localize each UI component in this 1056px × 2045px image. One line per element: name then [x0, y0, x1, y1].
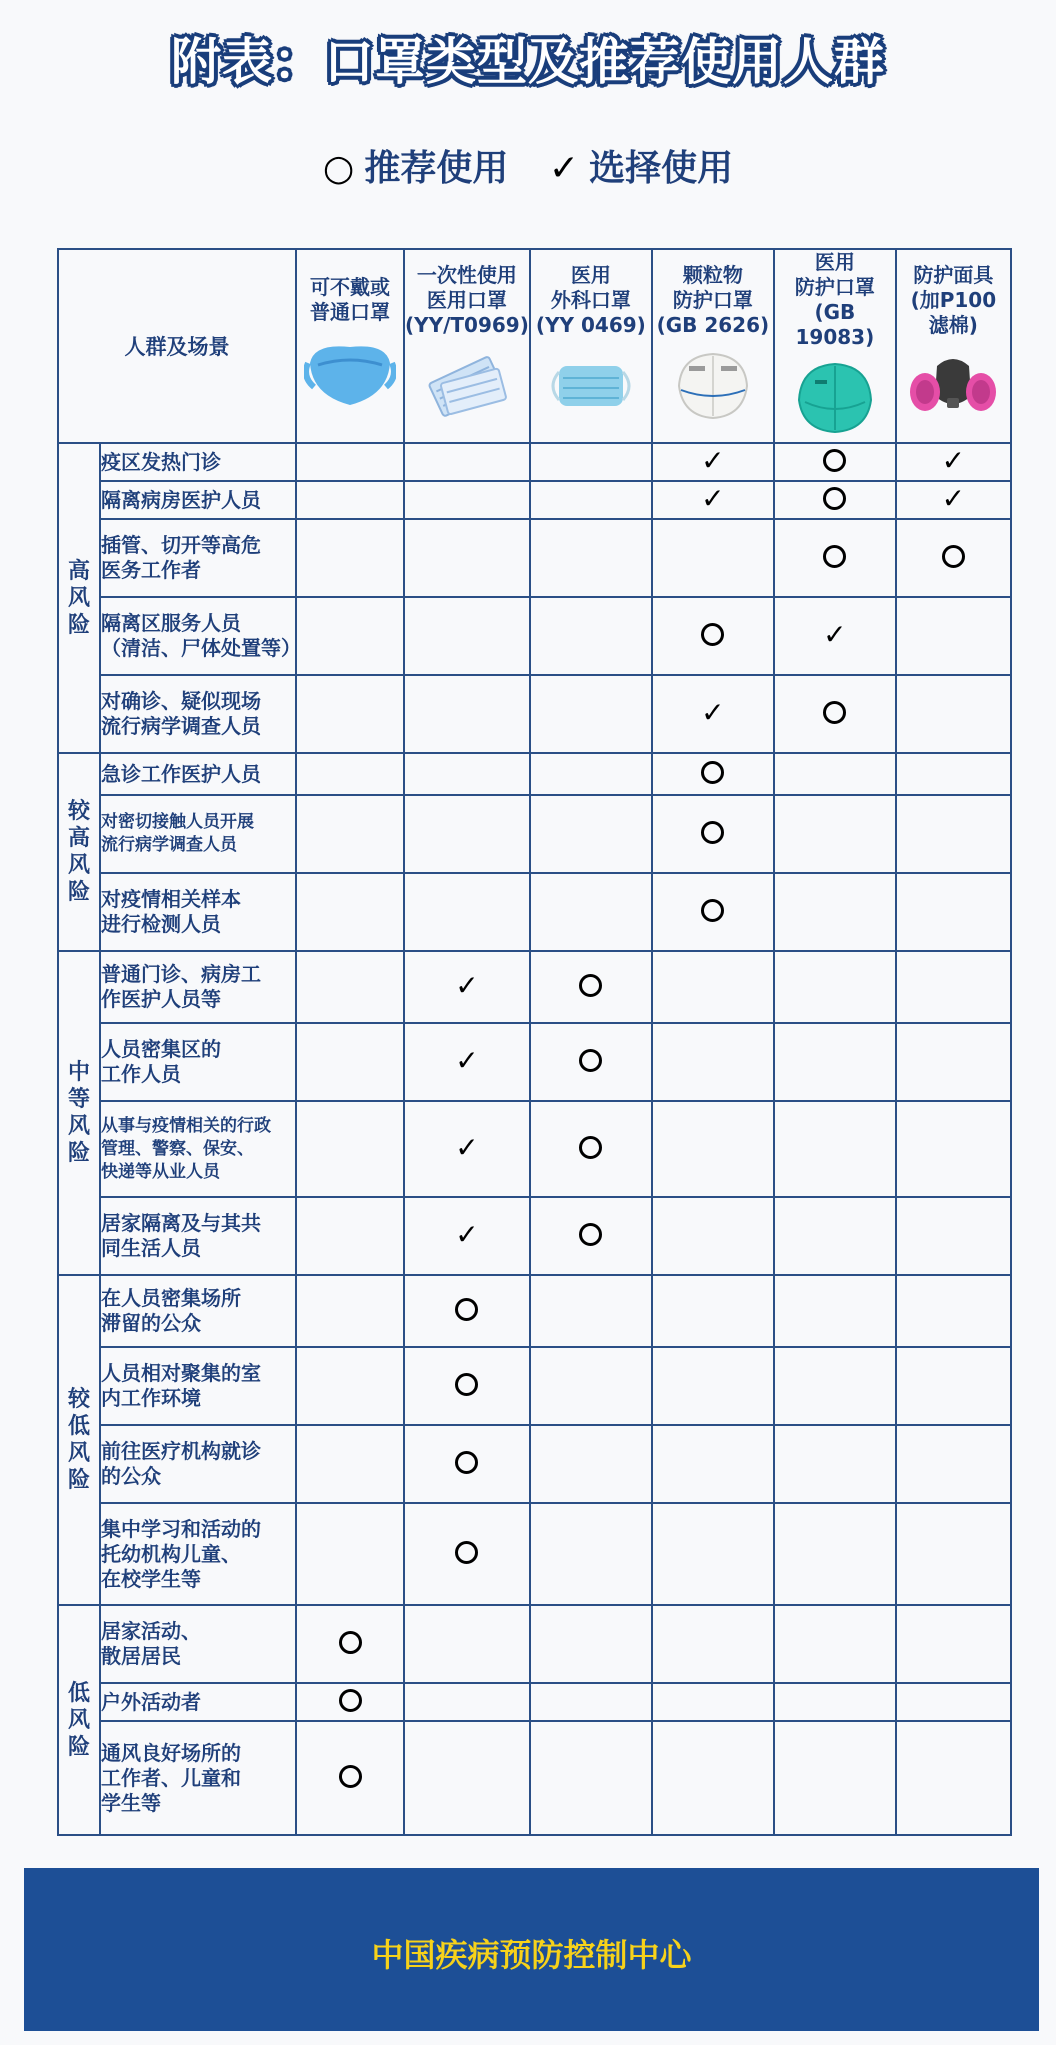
circle-icon: [455, 1541, 478, 1564]
mark-cell: [404, 1275, 530, 1347]
column-header-line: (YY/T0969): [405, 312, 529, 337]
mark-cell: [774, 597, 896, 675]
mark-cell: [296, 443, 404, 481]
mark-cell: [774, 443, 896, 481]
mark-cell: [652, 1275, 774, 1347]
scenario-line: 作医护人员等: [101, 987, 221, 1011]
mark-cell: [404, 1425, 530, 1503]
mark-cell: [774, 1101, 896, 1197]
mark-cell: [652, 873, 774, 951]
mark-cell: [530, 1023, 652, 1101]
table-row: [58, 519, 1011, 597]
scenario-line: 前往医疗机构就诊: [101, 1439, 261, 1463]
circle-icon: [339, 1689, 362, 1712]
check-icon: ✓: [941, 443, 966, 477]
mark-cell: [896, 1721, 1011, 1835]
circle-icon: [701, 761, 724, 784]
circle-icon: [823, 487, 846, 510]
gas-mask-icon: [897, 346, 1010, 430]
column-header-3: [530, 249, 652, 443]
risk-level-char: 风: [67, 1707, 90, 1733]
circle-icon: ○: [322, 148, 355, 189]
scenario-label: [100, 1347, 296, 1425]
table-row: [58, 1275, 1011, 1347]
scenario-label: [100, 873, 296, 951]
mark-cell: [652, 1605, 774, 1683]
footer-org: 中国疾病预防控制中心: [371, 1936, 692, 1974]
mark-cell: [652, 1425, 774, 1503]
column-header-6: [896, 249, 1011, 443]
circle-icon: [455, 1373, 478, 1396]
risk-level-char: 险: [67, 1734, 90, 1760]
mark-cell: [896, 795, 1011, 873]
mark-cell: [296, 873, 404, 951]
scenario-label: [100, 1721, 296, 1835]
table-row: [58, 951, 1011, 1023]
column-header-line: 防护口罩: [672, 287, 753, 312]
scenario-line: 管理、警察、保安、: [101, 1138, 254, 1159]
check-icon: ✓: [701, 443, 725, 477]
column-header-line: (YY 0469): [535, 312, 646, 337]
circle-icon: [579, 1049, 602, 1072]
risk-level-label: [58, 753, 100, 951]
mark-cell: [404, 519, 530, 597]
column-header-5: [774, 249, 896, 443]
mark-cell: [774, 753, 896, 795]
mark-cell: [652, 1197, 774, 1275]
scenario-line: 人员相对聚集的室: [101, 1361, 261, 1385]
table-row: [58, 795, 1011, 873]
scenario-label: [100, 951, 296, 1023]
scenario-line: 对密切接触人员开展: [101, 812, 254, 832]
mark-cell: [530, 873, 652, 951]
scenario-line: 内工作环境: [101, 1386, 201, 1410]
scenario-line: 同生活人员: [101, 1236, 201, 1260]
column-header-1: [296, 249, 404, 443]
scenario-label: [100, 795, 296, 873]
circle-icon: [339, 1631, 362, 1654]
column-header-line: (GB 2626): [656, 312, 770, 337]
mark-cell: [652, 443, 774, 481]
mark-cell: [530, 1503, 652, 1605]
mark-cell: [774, 1425, 896, 1503]
scenario-line: 的公众: [101, 1464, 161, 1488]
column-header-line: 医用口罩: [426, 287, 507, 312]
mark-cell: [404, 675, 530, 753]
mark-cell: [404, 481, 530, 519]
risk-level-char: 低: [67, 1414, 90, 1439]
table-body: [58, 443, 1011, 1835]
mark-cell: [530, 1101, 652, 1197]
mark-cell: [296, 1503, 404, 1605]
table-row: [58, 1197, 1011, 1275]
mark-cell: [296, 1023, 404, 1101]
risk-level-label: [58, 1275, 100, 1605]
mark-cell: [296, 1425, 404, 1503]
mark-cell: [530, 1721, 652, 1835]
table-row: [58, 481, 1011, 519]
scenario-line: 学生等: [101, 1790, 161, 1815]
mark-cell: [296, 1605, 404, 1683]
circle-icon: [701, 899, 724, 922]
mark-cell: [652, 1101, 774, 1197]
mark-cell: [404, 873, 530, 951]
column-header-2: [404, 249, 530, 443]
scenario-label: [100, 1503, 296, 1605]
disposable-mask-pack-icon: [405, 346, 529, 430]
scenario-label: [100, 1197, 296, 1275]
mark-cell: [296, 675, 404, 753]
scenario-line: 对确诊、疑似现场: [101, 689, 261, 713]
check-icon: ✓: [455, 1130, 479, 1164]
mark-cell: [774, 873, 896, 951]
risk-level-char: 风: [67, 1114, 90, 1139]
mark-cell: [896, 597, 1011, 675]
scenario-line: 流行病学调查人员: [101, 835, 237, 855]
risk-level-char: 低: [67, 1680, 90, 1706]
scenario-line: 普通门诊、病房工: [101, 962, 261, 986]
scenario-line: 对疫情相关样本: [101, 887, 241, 911]
table-row: [58, 1503, 1011, 1605]
mark-cell: [404, 1721, 530, 1835]
scenario-label: [100, 519, 296, 597]
mark-cell: [530, 519, 652, 597]
risk-level-char: 中: [67, 1060, 90, 1085]
scenario-line: 在校学生等: [101, 1566, 201, 1591]
mark-cell: [530, 753, 652, 795]
mark-cell: [296, 795, 404, 873]
check-icon: ✓: [455, 1217, 479, 1251]
scenario-line: 居家隔离及与其共: [101, 1211, 261, 1235]
mark-cell: [652, 1721, 774, 1835]
mark-cell: [404, 795, 530, 873]
mark-cell: [296, 519, 404, 597]
scenario-label: [100, 1101, 296, 1197]
scenario-line: 工作者、儿童和: [101, 1765, 241, 1790]
risk-level-char: 风: [67, 585, 90, 611]
risk-level-char: 较: [67, 799, 90, 824]
circle-icon: [823, 449, 846, 472]
mark-cell: [530, 795, 652, 873]
risk-level-char: 高: [67, 826, 90, 851]
mark-cell: [296, 753, 404, 795]
scenario-label: [100, 1023, 296, 1101]
column-header-line: 可不戴或: [310, 275, 390, 299]
column-header-line: 医用: [570, 262, 611, 287]
risk-level-char: 风: [67, 853, 90, 878]
mark-cell: [652, 597, 774, 675]
table-row: [58, 1605, 1011, 1683]
mark-cell: [652, 481, 774, 519]
mark-cell: [896, 519, 1011, 597]
mark-cell: [774, 1347, 896, 1425]
scenario-label: [100, 481, 296, 519]
footer-banner: [24, 1868, 1039, 2031]
legend: [0, 140, 1056, 191]
column-header-line: 普通口罩: [310, 300, 390, 324]
table-row: [58, 1721, 1011, 1835]
check-icon: ✓: [941, 481, 966, 515]
column-header-line: 滤棉): [928, 312, 978, 337]
mark-cell: [774, 1023, 896, 1101]
table-row: [58, 443, 1011, 481]
particulate-respirator-icon: [653, 346, 773, 430]
column-header-4: [652, 249, 774, 443]
mark-cell: [530, 1197, 652, 1275]
page-title: 附表：口罩类型及推荐使用人群: [171, 33, 885, 91]
mark-cell: [652, 951, 774, 1023]
circle-icon: [579, 1223, 602, 1246]
column-header-line: 外科口罩: [550, 287, 631, 312]
mark-cell: [774, 519, 896, 597]
risk-level-char: 高: [67, 558, 90, 584]
scenario-line: 通风良好场所的: [101, 1740, 241, 1765]
scenario-line: 快递等从业人员: [101, 1161, 220, 1182]
mark-cell: [896, 753, 1011, 795]
mark-cell: [530, 1605, 652, 1683]
mark-cell: [652, 1503, 774, 1605]
circle-icon: [701, 821, 724, 844]
scenario-line: 在人员密集场所: [101, 1286, 241, 1310]
mark-cell: [652, 1023, 774, 1101]
mark-cell: [404, 1503, 530, 1605]
check-icon: ✓: [548, 148, 580, 189]
mark-cell: [774, 675, 896, 753]
table-row: [58, 753, 1011, 795]
mark-cell: [296, 597, 404, 675]
circle-icon: [579, 974, 602, 997]
table-row: [58, 597, 1011, 675]
mark-cell: [774, 1197, 896, 1275]
risk-level-char: 较: [67, 1387, 90, 1412]
mark-cell: [896, 1347, 1011, 1425]
mark-cell: [530, 675, 652, 753]
scenario-line: 隔离区服务人员: [101, 611, 241, 635]
mark-cell: [896, 1683, 1011, 1721]
legend-recommended-label: 推荐使用: [364, 148, 509, 189]
table-header-row: [58, 249, 1011, 443]
mark-cell: [296, 1347, 404, 1425]
scenario-line: 流行病学调查人员: [101, 714, 261, 738]
risk-level-char: 风: [67, 1441, 90, 1466]
table-row: [58, 873, 1011, 951]
mark-cell: [404, 1023, 530, 1101]
circle-icon: [823, 701, 846, 724]
circle-icon: [455, 1298, 478, 1321]
scenario-line: 从事与疫情相关的行政: [101, 1115, 271, 1136]
scenario-line: 插管、切开等高危: [101, 533, 261, 557]
scenario-line: 居家活动、: [101, 1619, 201, 1643]
circle-icon: [579, 1136, 602, 1159]
risk-level-char: 险: [67, 1468, 90, 1493]
mark-cell: [404, 951, 530, 1023]
scenario-line: 人员密集区的: [101, 1037, 221, 1061]
mark-cell: [530, 1683, 652, 1721]
table-row: [58, 1425, 1011, 1503]
mark-cell: [404, 1347, 530, 1425]
scenario-line: 隔离病房医护人员: [101, 487, 261, 512]
mark-cell: [296, 1101, 404, 1197]
mark-cell: [774, 951, 896, 1023]
mark-cell: [404, 597, 530, 675]
circle-icon: [339, 1765, 362, 1788]
mark-cell: [774, 1503, 896, 1605]
mark-cell: [896, 951, 1011, 1023]
mark-cell: [530, 481, 652, 519]
mark-cell: [896, 675, 1011, 753]
table-row: [58, 1023, 1011, 1101]
medical-respirator-icon: [775, 358, 895, 442]
mark-cell: [404, 753, 530, 795]
mark-cell: [296, 951, 404, 1023]
column-header-line: 医用: [814, 250, 855, 274]
scenario-label: [100, 1683, 296, 1721]
mark-cell: [404, 443, 530, 481]
risk-level-char: 等: [67, 1087, 90, 1112]
table-row: [58, 1347, 1011, 1425]
scenario-line: 急诊工作医护人员: [101, 761, 261, 786]
check-icon: ✓: [701, 481, 725, 515]
risk-level-char: 险: [67, 880, 90, 905]
mark-cell: [774, 1683, 896, 1721]
scenario-line: 工作人员: [101, 1062, 181, 1086]
mark-cell: [652, 753, 774, 795]
scenario-label: [100, 597, 301, 675]
circle-icon: [942, 545, 965, 568]
column-header-line: 防护面具: [913, 262, 994, 287]
mark-cell: [530, 1425, 652, 1503]
mark-cell: [404, 1683, 530, 1721]
risk-level-char: 险: [67, 612, 90, 638]
mark-cell: [896, 443, 1011, 481]
mark-cell: [296, 1683, 404, 1721]
mark-cell: [896, 1503, 1011, 1605]
mark-cell: [296, 1721, 404, 1835]
mark-cell: [774, 1605, 896, 1683]
check-icon: ✓: [823, 617, 847, 651]
mark-cell: [652, 1347, 774, 1425]
mark-cell: [896, 481, 1011, 519]
mark-cell: [896, 1275, 1011, 1347]
scenario-line: 散居居民: [101, 1644, 181, 1668]
legend-recommended: [323, 148, 521, 189]
mark-cell: [530, 1275, 652, 1347]
mark-cell: [530, 443, 652, 481]
legend-optional: [549, 148, 733, 189]
mark-cell: [896, 1425, 1011, 1503]
mark-cell: [652, 675, 774, 753]
mark-cell: [896, 1197, 1011, 1275]
mark-cell: [404, 1101, 530, 1197]
mark-cell: [896, 1605, 1011, 1683]
column-header-line: 一次性使用: [416, 262, 517, 287]
scenario-line: 医务工作者: [101, 558, 201, 582]
mark-cell: [774, 795, 896, 873]
column-header-line: 防护口罩: [794, 275, 875, 299]
mark-cell: [774, 481, 896, 519]
risk-level-label: [58, 443, 100, 753]
scenario-line: 滞留的公众: [101, 1311, 201, 1335]
mark-cell: [404, 1605, 530, 1683]
mark-cell: [774, 1275, 896, 1347]
mark-cell: [296, 1275, 404, 1347]
check-icon: ✓: [455, 968, 479, 1002]
risk-level-label: [58, 951, 100, 1275]
scenario-label: [100, 1275, 296, 1347]
mark-cell: [404, 1197, 530, 1275]
mask-recommendation-table: [57, 248, 1012, 1836]
scenario-line: 集中学习和活动的: [101, 1516, 261, 1541]
legend-optional-label: 选择使用: [589, 148, 734, 189]
fabric-mask-icon: [297, 333, 403, 417]
mark-cell: [296, 481, 404, 519]
column-header-line: (加P100: [910, 287, 997, 312]
surgical-mask-icon: [531, 346, 651, 430]
mark-cell: [530, 951, 652, 1023]
mark-cell: [896, 873, 1011, 951]
mark-cell: [530, 1347, 652, 1425]
circle-icon: [823, 545, 846, 568]
circle-icon: [701, 623, 724, 646]
risk-level-char: 险: [67, 1141, 90, 1166]
mark-cell: [530, 597, 652, 675]
mark-cell: [896, 1023, 1011, 1101]
risk-level-label: [58, 1605, 100, 1835]
circle-icon: [455, 1451, 478, 1474]
scenario-line: 户外活动者: [101, 1689, 201, 1714]
mark-cell: [652, 519, 774, 597]
mark-cell: [652, 795, 774, 873]
check-icon: ✓: [455, 1043, 479, 1077]
table-row: [58, 1101, 1011, 1197]
column-header-line: (GB 19083): [795, 300, 875, 349]
scenario-line: （清洁、尸体处置等）: [101, 636, 301, 660]
mark-cell: [774, 1721, 896, 1835]
mark-cell: [296, 1197, 404, 1275]
corner-header: 人群及场景: [58, 249, 296, 443]
column-header-line: 颗粒物: [682, 262, 743, 287]
scenario-line: 疫区发热门诊: [101, 449, 221, 474]
scenario-label: [100, 753, 296, 795]
table-row: [58, 675, 1011, 753]
table-row: [58, 1683, 1011, 1721]
scenario-line: 进行检测人员: [101, 912, 221, 936]
scenario-label: [100, 443, 296, 481]
scenario-label: [100, 1425, 296, 1503]
mark-cell: [896, 1101, 1011, 1197]
scenario-label: [100, 675, 296, 753]
scenario-label: [100, 1605, 296, 1683]
mark-cell: [652, 1683, 774, 1721]
scenario-line: 托幼机构儿童、: [101, 1541, 241, 1566]
check-icon: ✓: [701, 695, 725, 729]
